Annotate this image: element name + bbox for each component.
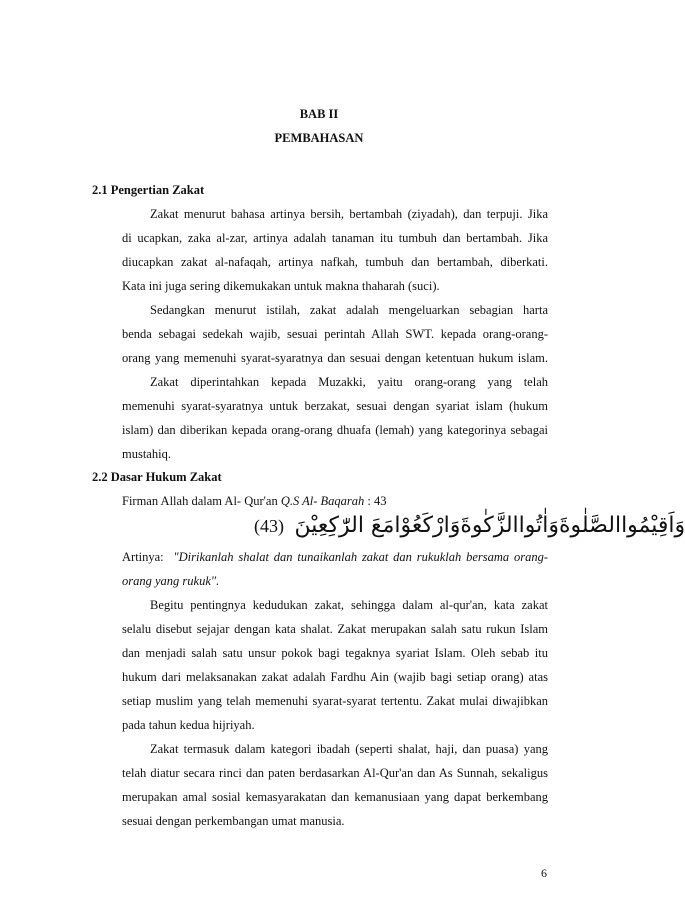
section-heading-dasar-hukum: 2.2 Dasar Hukum Zakat: [92, 470, 222, 484]
paragraph-line: sesuai dengan perkembangan umat manusia.: [122, 814, 345, 828]
paragraph-line: Zakat menurut bahasa artinya bersih, bertambah (ziyadah), dan terpuji. Jika: [150, 207, 548, 221]
paragraph-line: Zakat termasuk dalam kategori ibadah (seperti shalat, haji, dan puasa) yang: [150, 742, 548, 756]
paragraph-line: islam) dan diberikan kepada orang-orang dhuafa (lemah) yang kategorinya sebagai: [122, 423, 548, 437]
translation-line-1: [122, 550, 548, 565]
translation-text: "Dirikanlah shalat dan tunaikanlah zakat dan rukuklah bersama orang-: [173, 550, 549, 564]
firman-line: [122, 494, 387, 509]
chapter-title: PEMBAHASAN: [274, 131, 364, 145]
verse-arabic: وَاَقِيْمُواالصَّلٰوةَوَاٰتُواالزَّكٰوةَوَارْكَعُوْامَعَ الرّٰكِعِيْنَ: [294, 513, 685, 538]
page-number: 6: [541, 866, 547, 880]
paragraph-line: diucapkan zakat al-nafaqah, artinya nafkah, tumbuh dan bertambah, diberkati.: [122, 255, 548, 269]
paragraph-line: pada tahun kedua hijriyah.: [122, 718, 255, 732]
verse-number: (43): [254, 516, 284, 536]
paragraph-line: benda sebagai sedekah wajib, sesuai perintah Allah SWT. kepada orang-orang-: [122, 327, 548, 341]
paragraph-line: Sedangkan menurut istilah, zakat adalah mengeluarkan sebagian harta: [150, 303, 548, 317]
paragraph-line: setiap muslim yang telah memenuhi syarat-syarat tertentu. Zakat mulai diwajibkan: [122, 694, 548, 708]
paragraph-line: telah diatur secara rinci dan paten berdasarkan Al-Qur'an dan As Sunnah, sekaligus: [122, 766, 548, 780]
section-heading-pengertian: 2.1 Pengertian Zakat: [92, 183, 205, 197]
paragraph-line: hukum dari melaksanakan zakat adalah Fardhu Ain (wajib bagi setiap orang) atas: [122, 670, 548, 684]
paragraph-line: di ucapkan, zaka al-zar, artinya adalah tanaman itu tumbuh dan bertambah. Jika: [122, 231, 548, 245]
surah-name: Q.S Al- Baqarah: [280, 494, 365, 508]
translation-label: Artinya:: [122, 550, 164, 564]
paragraph-line: mustahiq.: [122, 447, 171, 461]
paragraph-line: orang yang memenuhi syarat-syaratnya dan sesuai dengan ketentuan hukum islam.: [122, 351, 548, 365]
paragraph-line: selalu disebut sejajar dengan kata shalat. Zakat merupakan salah satu rukun Islam: [122, 622, 548, 636]
paragraph-line: Begitu pentingnya kedudukan zakat, sehingga dalam al-qur'an, kata zakat: [150, 598, 548, 612]
paragraph-line: Kata ini juga sering dikemukakan untuk makna thaharah (suci).: [122, 279, 440, 293]
chapter-number: BAB II: [299, 107, 339, 121]
paragraph-line: memenuhi syarat-syaratnya untuk berzakat, sesuai dengan syariat islam (hukum: [122, 399, 548, 413]
paragraph-line: dan menjadi salah satu unsur pokok bagi tegaknya syariat Islam. Oleh sebab itu: [122, 646, 548, 660]
paragraph-line: merupakan amal sosial kemasyarakatan dan kemanusiaan yang dapat berkembang: [122, 790, 548, 804]
firman-suffix: : 43: [364, 494, 387, 508]
quran-verse: [254, 509, 685, 539]
translation-text-2: orang yang rukuk".: [122, 574, 220, 588]
firman-prefix: Firman Allah dalam Al- Qur'an: [122, 494, 281, 508]
paragraph-line: Zakat diperintahkan kepada Muzakki, yaitu orang-orang yang telah: [150, 375, 548, 389]
translation-line-2: [122, 574, 219, 589]
